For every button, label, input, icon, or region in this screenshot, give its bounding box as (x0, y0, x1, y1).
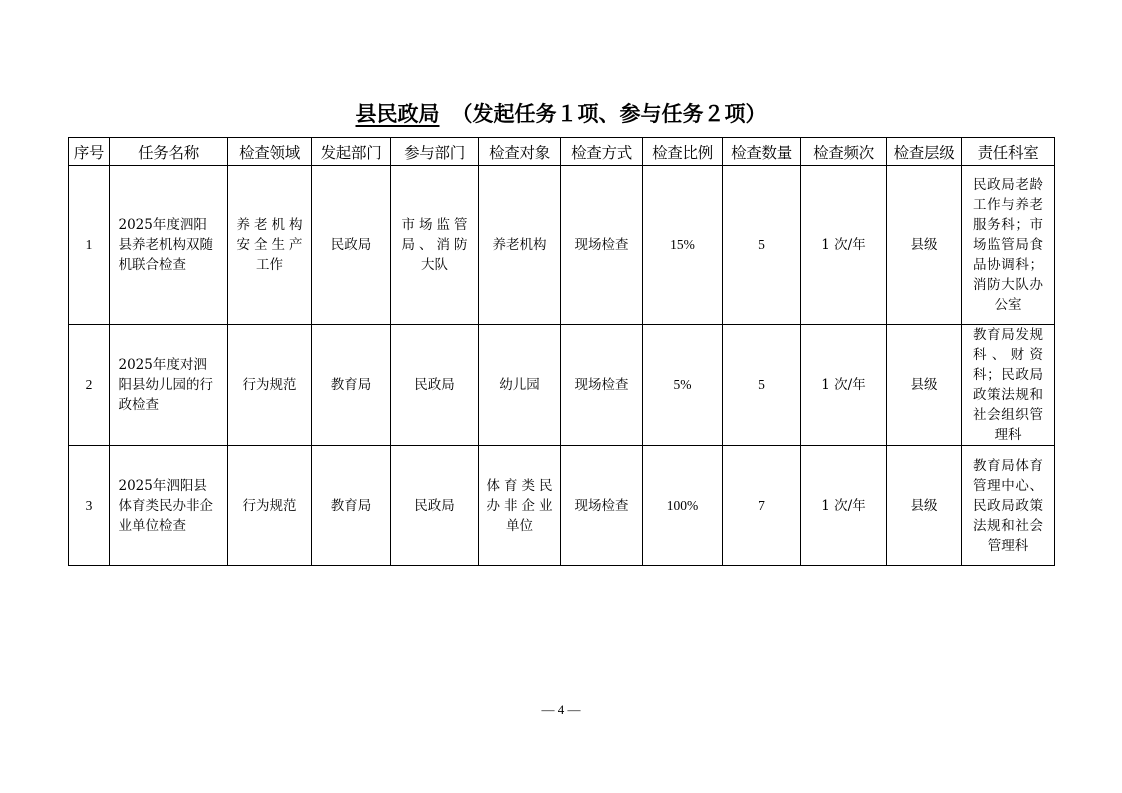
cell-serial-no: 2 (69, 325, 110, 446)
task-name-text: 2025年度对泗阳县幼儿园的行政检查 (118, 357, 213, 413)
cell-inspection-field (228, 325, 312, 446)
title-department: 县民政局 (355, 102, 440, 126)
header-serial-no: 序号 (69, 138, 110, 166)
responsible-office-text: 教育局体育管理中心、民政局政策法规和社会管理科 (973, 457, 1043, 554)
title-task-summary: （发起任务１项、参与任务２项） (451, 102, 767, 126)
header-inspection-level: 检查层级 (887, 138, 962, 166)
cell-inspection-quantity: 5 (723, 325, 801, 446)
header-inspection-ratio: 检查比例 (643, 138, 723, 166)
cell-responsible-office (962, 446, 1055, 566)
cell-inspection-method: 现场检查 (561, 166, 643, 325)
task-name-text: 2025年泗阳县体育类民办非企业单位检查 (118, 477, 213, 534)
cell-inspection-field (228, 446, 312, 566)
cell-inspection-ratio: 100% (643, 446, 723, 566)
cell-initiating-dept: 教育局 (312, 325, 391, 446)
participating-dept-text: 市场监管局、消防大队 (401, 217, 468, 273)
cell-inspection-level: 县级 (887, 166, 962, 325)
inspection-field-text: 行为规范 (242, 377, 297, 393)
cell-inspection-method: 现场检查 (561, 446, 643, 566)
inspection-object-text: 幼儿园 (499, 377, 540, 393)
cell-inspection-object (479, 166, 561, 325)
cell-task-name (110, 325, 228, 446)
header-inspection-frequency: 检查频次 (801, 138, 887, 166)
cell-participating-dept (391, 325, 479, 446)
inspection-object-text: 养老机构 (492, 237, 547, 253)
participating-dept-text: 民政局 (414, 497, 455, 514)
cell-inspection-ratio: 15% (643, 166, 723, 325)
cell-responsible-office (962, 166, 1055, 325)
inspection-field-text: 养老机构安全生产工作 (236, 217, 303, 273)
inspection-task-table (68, 137, 1055, 566)
cell-responsible-office (962, 325, 1055, 446)
cell-inspection-frequency: 1 次/年 (801, 166, 887, 325)
cell-inspection-object (479, 325, 561, 446)
table-header-row (69, 138, 1055, 166)
header-inspection-object: 检查对象 (479, 138, 561, 166)
cell-inspection-field (228, 166, 312, 325)
responsible-office-text: 教育局发规科、财资科；民政局政策法规和社会组织管理科 (973, 327, 1043, 443)
cell-task-name (110, 166, 228, 325)
cell-inspection-object (479, 446, 561, 566)
page-number: — 4 — (541, 702, 581, 717)
table-row (69, 446, 1055, 566)
cell-inspection-frequency: 1 次/年 (801, 325, 887, 446)
page-title (0, 97, 1122, 131)
cell-inspection-quantity: 5 (723, 166, 801, 325)
header-inspection-method: 检查方式 (561, 138, 643, 166)
cell-inspection-method: 现场检查 (561, 325, 643, 446)
header-inspection-quantity: 检查数量 (723, 138, 801, 166)
header-participating-dept: 参与部门 (391, 138, 479, 166)
header-task-name: 任务名称 (110, 138, 228, 166)
participating-dept-text: 民政局 (414, 377, 455, 393)
cell-inspection-frequency: 1 次/年 (801, 446, 887, 566)
header-responsible-office: 责任科室 (962, 138, 1055, 166)
cell-inspection-level: 县级 (887, 446, 962, 566)
table-row (69, 325, 1055, 446)
header-inspection-field: 检查领域 (228, 138, 312, 166)
cell-serial-no: 3 (69, 446, 110, 566)
cell-participating-dept (391, 166, 479, 325)
header-initiating-dept: 发起部门 (312, 138, 391, 166)
cell-inspection-ratio: 5% (643, 325, 723, 446)
cell-initiating-dept: 民政局 (312, 166, 391, 325)
cell-serial-no: 1 (69, 166, 110, 325)
inspection-field-text: 行为规范 (242, 497, 297, 514)
inspection-object-text: 体育类民办非企业单位 (486, 477, 553, 534)
cell-inspection-quantity: 7 (723, 446, 801, 566)
cell-inspection-level: 县级 (887, 325, 962, 446)
responsible-office-text: 民政局老龄工作与养老服务科；市场监管局食品协调科；消防大队办公室 (973, 177, 1043, 313)
cell-initiating-dept: 教育局 (312, 446, 391, 566)
cell-participating-dept (391, 446, 479, 566)
task-name-text: 2025年度泗阳县养老机构双随机联合检查 (118, 217, 213, 273)
table-row (69, 166, 1055, 325)
cell-task-name (110, 446, 228, 566)
